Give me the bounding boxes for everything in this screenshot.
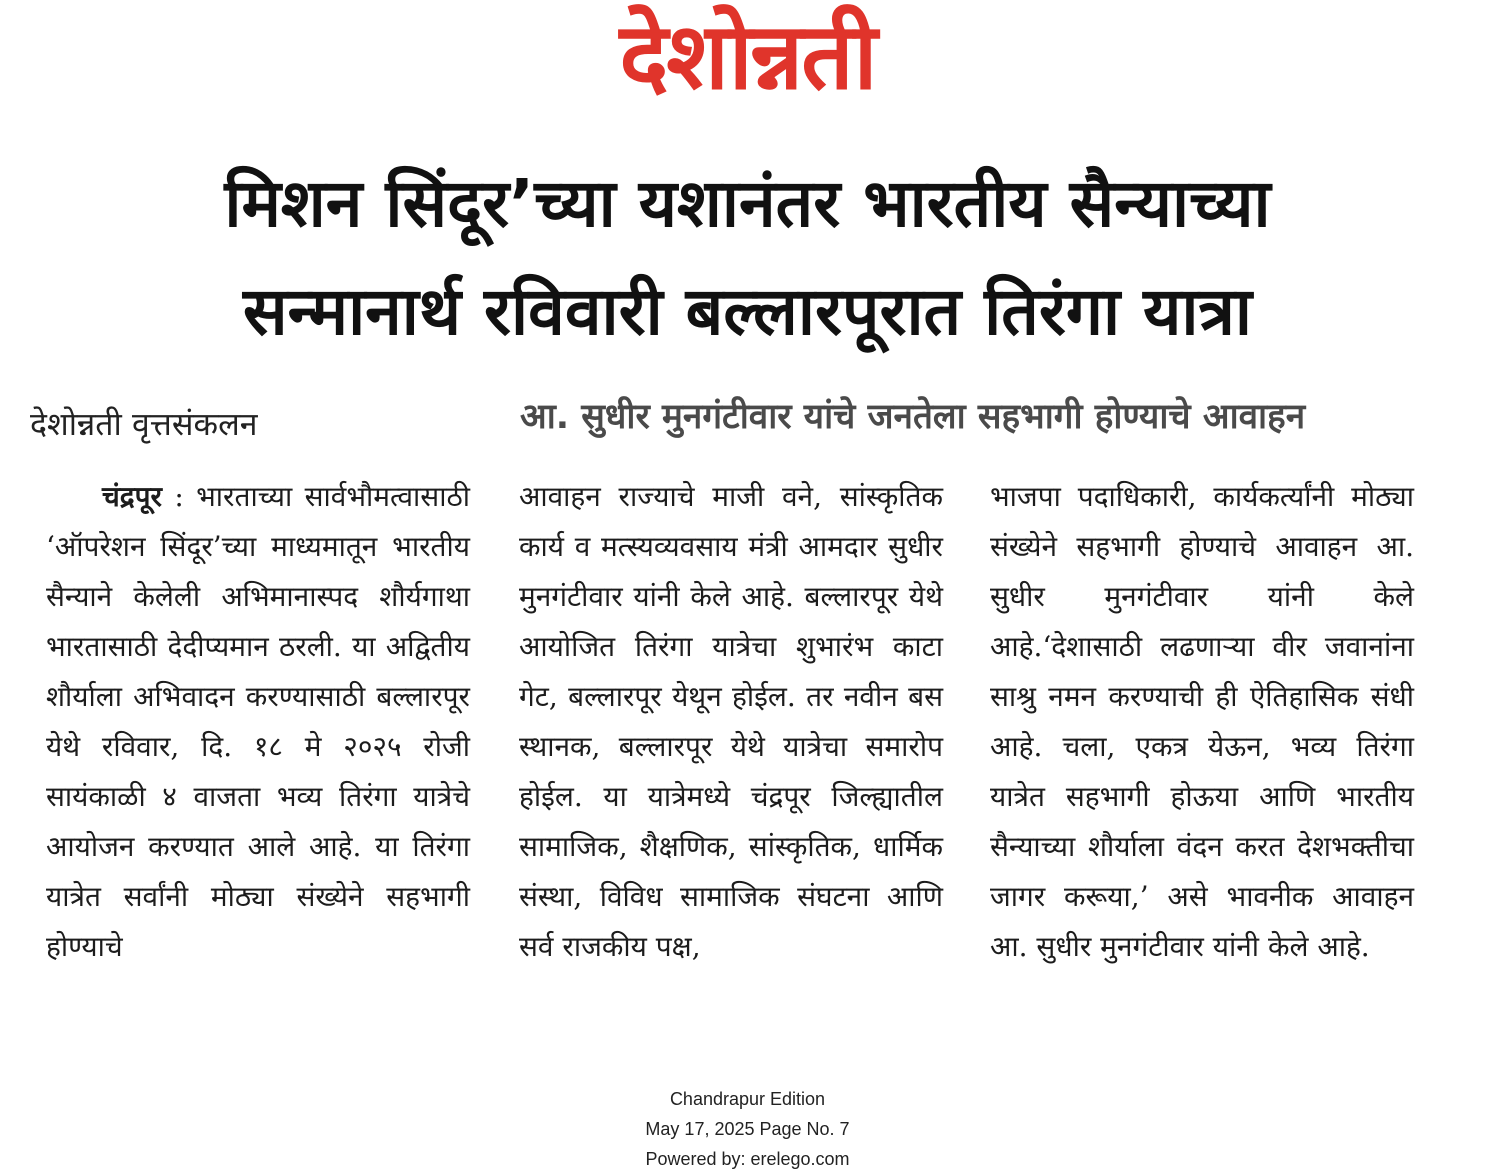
masthead <box>0 0 1495 115</box>
article-paragraph <box>46 472 470 972</box>
footer-powered-by: Powered by: erelego.com <box>645 1149 850 1169</box>
article-column-2 <box>519 472 943 972</box>
headline <box>30 150 1465 366</box>
masthead-logo-text: देशोन्नती <box>619 3 876 110</box>
article-text-col1: : भारताच्या सार्वभौमत्वासाठी ‘ऑपरेशन सिंदूर’च्या माध्यमातून भारतीय सैन्याने केलेली अभिमानास्पद शौर्यगाथा भारतासाठी देदीप्यमान ठरली. या अद्वितीय शौर्याला अभिवादन करण्यासाठी बल्लारपूर येथे रविवार, दि. १८ मे २०२५ रोजी सायंकाळी ४ वाजता भव्य तिरंगा यात्रेचे आयोजन करण्यात आले आहे. या तिरंगा यात्रेत सर्वांनी मोठ्या संख्येने सहभागी होण्याचे <box>46 480 470 963</box>
page-footer <box>0 1084 1495 1174</box>
headline-line-2: सन्मानार्थ रविवारी बल्लारपूरात तिरंगा यात्रा <box>243 273 1252 350</box>
byline: देशोन्नती वृत्तसंकलन <box>30 405 258 443</box>
headline-line-1: मिशन सिंदूर’च्या यशानंतर भारतीय सैन्याच्या <box>224 165 1271 242</box>
dateline: चंद्रपूर <box>102 480 163 513</box>
footer-date-page: May 17, 2025 Page No. 7 <box>645 1119 850 1139</box>
article-text-col3: भाजपा पदाधिकारी, कार्यकर्त्यांनी मोठ्या संख्येने सहभागी होण्याचे आवाहन आ. सुधीर मुनगंटीवार यांनी केले आहे.‘देशासाठी लढणाऱ्या वीर जवानांना साश्रु नमन करण्याची ही ऐतिहासिक संधी आहे. चला, एकत्र येऊन, भव्य तिरंगा यात्रेत सहभागी होऊया आणि भारतीय सैन्याच्या शौर्याला वंदन करत देशभक्तीचा जागर करूया,’ असे भावनीक आवाहन आ. सुधीर मुनगंटीवार यांनी केले आहे. <box>990 480 1414 963</box>
footer-edition: Chandrapur Edition <box>669 1089 826 1109</box>
article-text-col2: आवाहन राज्याचे माजी वने, सांस्कृतिक कार्य व मत्स्यव्यवसाय मंत्री आमदार सुधीर मुनगंटीवार यांनी केले आहे. बल्लारपूर येथे आयोजित तिरंगा यात्रेचा शुभारंभ काटा गेट, बल्लारपूर येथून होईल. तर नवीन बस स्थानक, बल्लारपूर येथे यात्रेचा समारोप होईल. या यात्रेमध्ये चंद्रपूर जिल्ह्यातील सामाजिक, शैक्षणिक, सांस्कृतिक, धार्मिक संस्था, विविध सामाजिक संघटना आणि सर्व राजकीय पक्ष, <box>519 480 943 963</box>
subheadline: आ. सुधीर मुनगंटीवार यांचे जनतेला सहभागी होण्याचे आवाहन <box>520 397 1306 437</box>
article-column-1 <box>46 472 470 972</box>
article-column-3 <box>990 472 1414 972</box>
